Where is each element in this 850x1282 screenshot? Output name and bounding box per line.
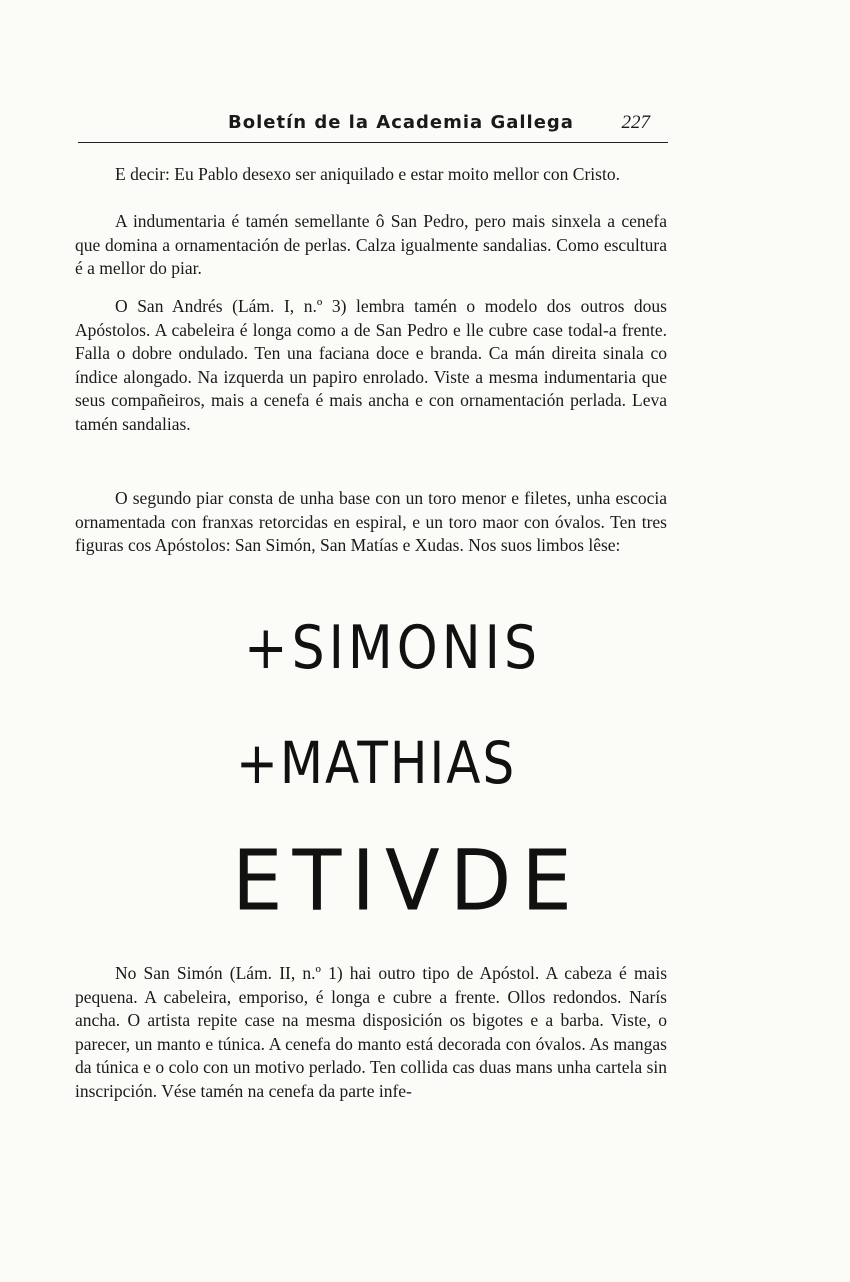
paragraph-4: O segundo piar consta de unha base con un toro menor e filetes, unha escocia ornamentada con franxas retorcidas en espiral, e un toro maor con óvalos. Ten tres figuras cos Apóstolos: San Simón, San Matías e Xudas. Nos suos limbos lêse: — [75, 488, 667, 555]
journal-title: Boletín de la Academia Gallega — [228, 112, 574, 133]
paragraph-5: No San Simón (Lám. II, n.º 1) hai outro tipo de Apóstol. A cabeza é mais pequena. A cabeleira, emporiso, é longa e cubre a frente. Ollos redondos. Narís ancha. O artista repite case na mesma disposición os bigotes e a barba. Viste, o parecer, un manto e túnica. A cenefa do manto está decorada con óvalos. As mangas da túnica e o colo con un motivo perlado. Ten collida cas duas mans unha cartela sin inscripción. Vése tamén na cenefa da parte infe- — [75, 963, 667, 1101]
paragraph-3: O San Andrés (Lám. I, n.º 3) lembra tamén o modelo dos outros dous Apóstolos. A cabeleira é longa como a de San Pedro e lle cubre case todal-a frente. Falla o dobre ondulado. Ten una faciana doce e branda. Ca mán direita sinala co índice alongado. Na izquerda un papiro enrolado. Viste a mesma indumentaria que seus compañeiros, mais a cenefa é mais ancha e con ornamentación perlada. Leva tamén sandalias. — [75, 296, 667, 434]
page-number: 227 — [621, 112, 650, 133]
running-header — [78, 112, 668, 143]
paragraph-1: E decir: Eu Pablo desexo ser aniquilado e estar moito mellor con Cristo. — [115, 164, 620, 184]
inscription-simonis: +SIMONIS — [244, 614, 541, 683]
inscription-etivde: ETIVDE — [232, 832, 582, 930]
paragraph-2: A indumentaria é tamén semellante ô San Pedro, pero mais sinxela a cenefa que domina a ornamentación de perlas. Calza igualmente sandalias. Como escultura é a mellor do piar. — [75, 211, 667, 278]
inscription-mathias: +MATHIAS — [236, 730, 517, 797]
